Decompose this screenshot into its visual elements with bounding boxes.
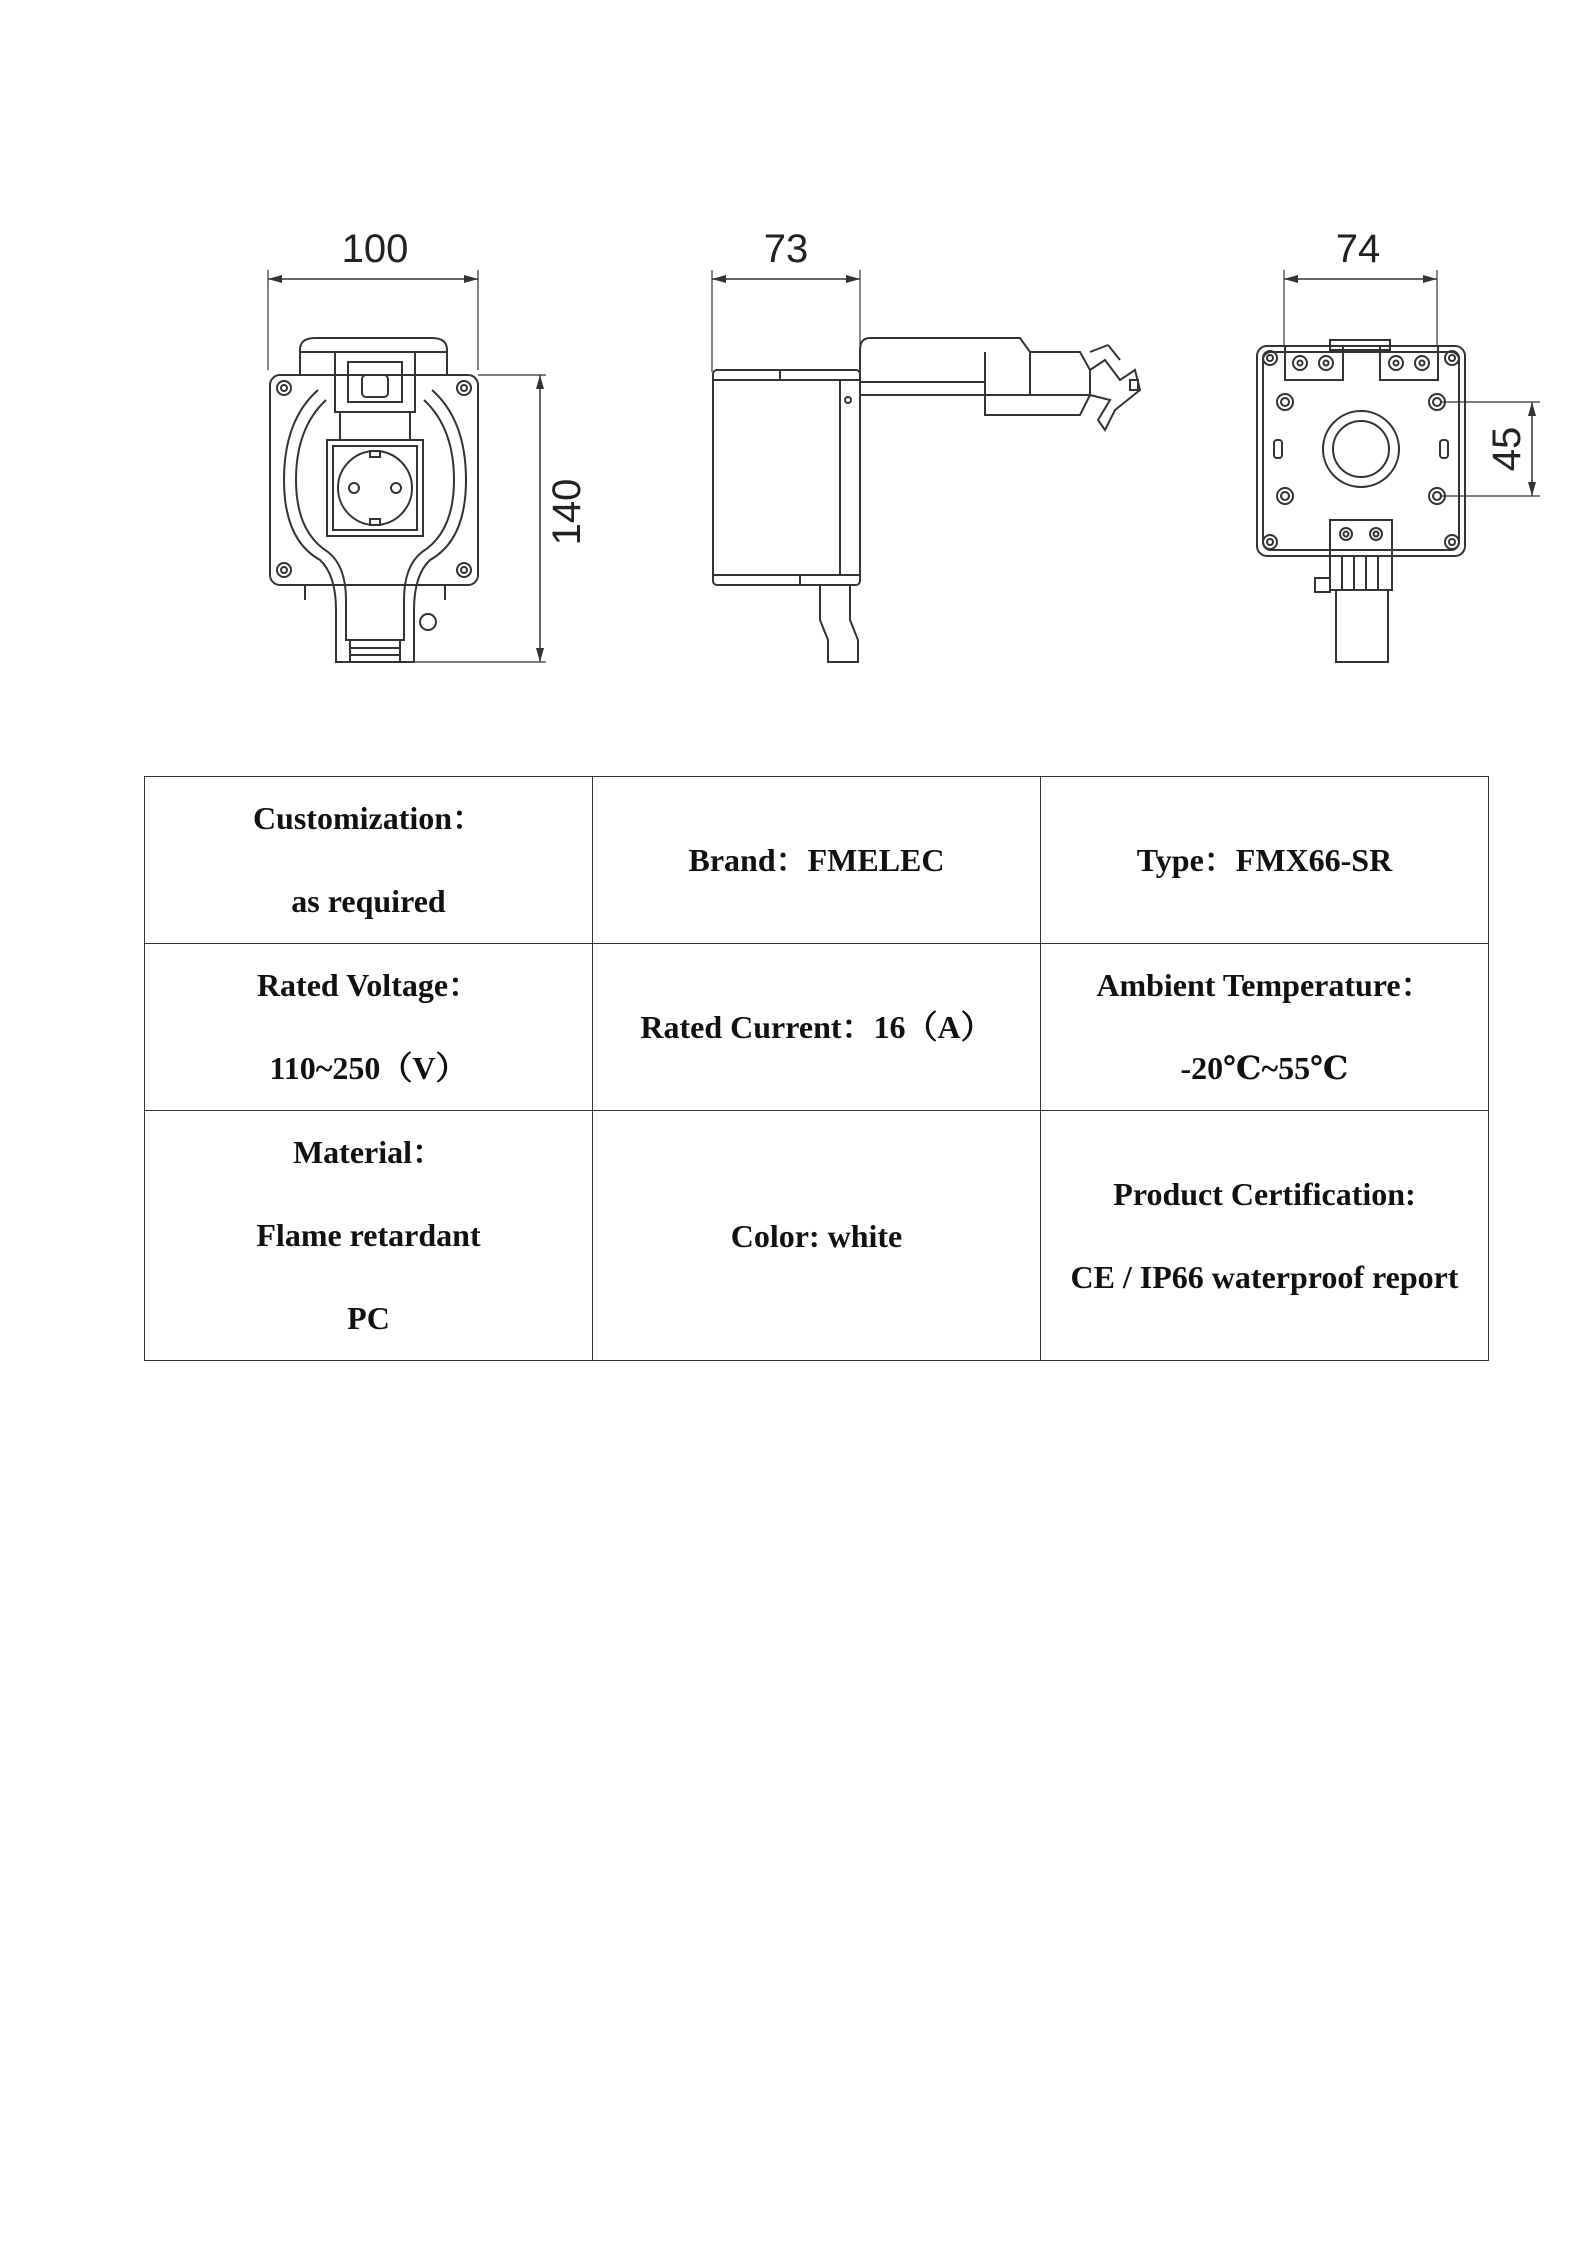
spec-cell-material [145, 1111, 593, 1361]
spec-label: Customization： [252, 800, 485, 836]
spec-value: PC [347, 1300, 390, 1336]
table-row [145, 777, 1489, 944]
spec-cell-color [593, 1111, 1041, 1361]
spec-cell-rated-current [593, 944, 1041, 1111]
spec-label: Ambient Temperature： [1096, 967, 1433, 1003]
drawings-svg [0, 0, 1587, 700]
spec-value: 110~250（V） [269, 1050, 468, 1086]
side-depth-dim: 73 [763, 227, 809, 271]
spec-value: -20℃~55℃ [1180, 1050, 1349, 1086]
table-row [145, 944, 1489, 1111]
back-width-dim: 74 [1335, 227, 1381, 271]
spec-cell-customization [145, 777, 593, 944]
technical-drawings [0, 0, 1587, 700]
spec-cell-type [1041, 777, 1489, 944]
spec-text: Rated Current：16（A） [640, 1009, 993, 1045]
back-spacing-dim: 45 [1485, 426, 1529, 472]
spec-cell-certification [1041, 1111, 1489, 1361]
spec-cell-brand [593, 777, 1041, 944]
spec-text: Type：FMX66-SR [1136, 842, 1393, 878]
spec-cell-ambient-temperature [1041, 944, 1489, 1111]
spec-label: Rated Voltage： [256, 967, 481, 1003]
spec-text: Brand：FMELEC [688, 842, 945, 878]
table-row [145, 1111, 1489, 1361]
spec-cell-rated-voltage [145, 944, 593, 1111]
spec-label: Material： [292, 1134, 445, 1170]
front-view [268, 227, 589, 662]
front-height-dim: 140 [545, 478, 589, 546]
spec-value: CE / IP66 waterproof report [1070, 1258, 1459, 1295]
spec-table [144, 776, 1489, 1361]
spec-value: Flame retardant [256, 1217, 481, 1253]
spec-label: Product Certification: [1113, 1175, 1416, 1212]
spec-text: Color: white [730, 1217, 903, 1254]
side-view [712, 227, 1140, 662]
front-width-dim: 100 [341, 227, 409, 271]
back-view [1257, 227, 1540, 662]
spec-value: as required [291, 883, 446, 919]
